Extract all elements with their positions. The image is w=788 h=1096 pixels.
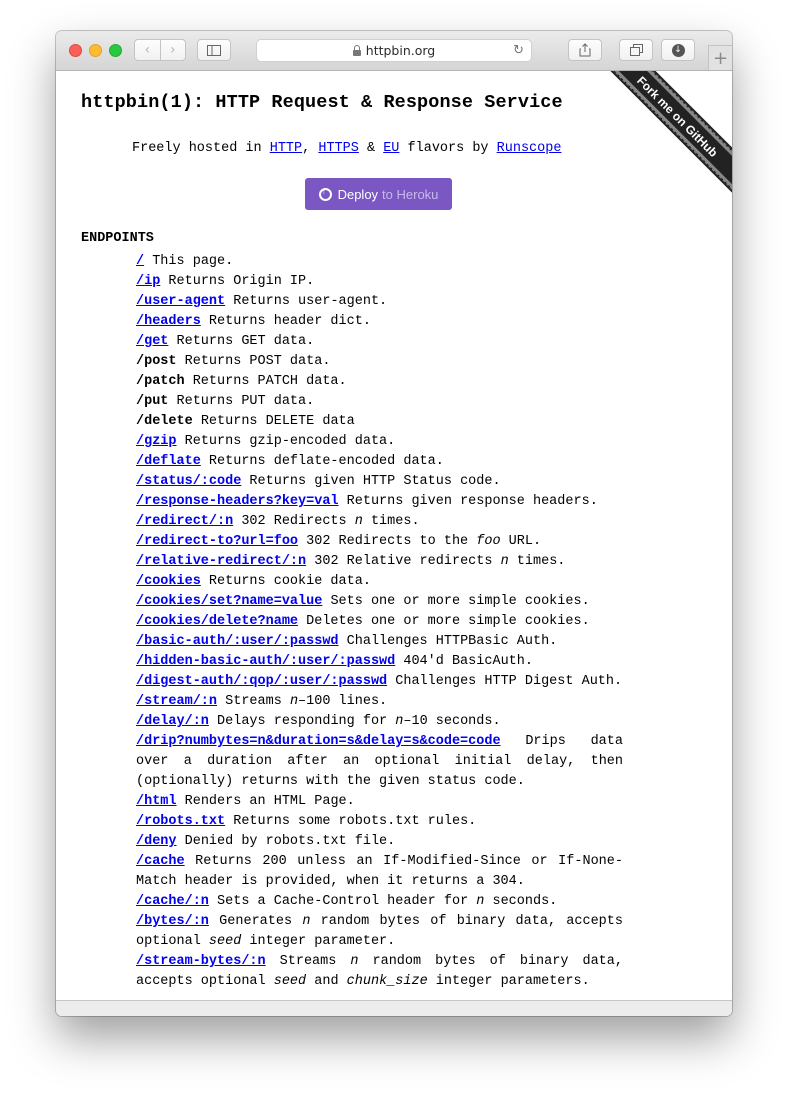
endpoint-item — [136, 432, 623, 452]
minimize-window-button[interactable] — [89, 44, 102, 57]
endpoint-link[interactable]: /digest-auth/:qop/:user/:passwd — [136, 674, 388, 689]
endpoint-description: Returns 200 unless an If-Modified-Since or If-None-Match header is provided, when it returns a 304. — [136, 854, 623, 889]
status-bar — [56, 1000, 732, 1016]
reload-icon[interactable]: ↻ — [513, 43, 524, 58]
endpoint-link[interactable]: /stream/:n — [136, 694, 218, 709]
deploy-to-heroku-button[interactable] — [305, 178, 452, 210]
endpoint-item — [136, 392, 623, 412]
endpoint-link[interactable]: /user-agent — [136, 294, 226, 309]
endpoint-description: Renders an HTML Page. — [176, 794, 355, 809]
https-link[interactable]: HTTPS — [318, 141, 359, 156]
endpoint-link[interactable]: /response-headers?key=val — [136, 494, 339, 509]
endpoint-description: Sets one or more simple cookies. — [322, 594, 590, 609]
title-bar — [56, 31, 732, 71]
endpoint-item — [136, 852, 623, 892]
tabs-icon — [630, 44, 643, 56]
runscope-link[interactable]: Runscope — [496, 141, 562, 156]
share-button[interactable] — [568, 39, 602, 61]
endpoint-link[interactable]: /headers — [136, 314, 201, 329]
nav-buttons — [134, 39, 186, 61]
new-tab-button[interactable] — [708, 45, 732, 70]
download-icon: ↓ — [672, 44, 685, 57]
endpoint-link[interactable]: /cookies/set?name=value — [136, 594, 323, 609]
endpoint-item — [136, 252, 623, 272]
browser-window — [56, 31, 732, 1016]
endpoint-item — [136, 832, 623, 852]
endpoint-description: Returns cookie data. — [200, 574, 371, 589]
endpoint-item — [136, 512, 623, 532]
endpoint-description: Returns POST data. — [176, 354, 331, 369]
sidebar-icon — [207, 45, 221, 56]
endpoint-item — [136, 592, 623, 612]
endpoint-link[interactable]: /redirect/:n — [136, 514, 234, 529]
endpoints-list — [136, 252, 623, 992]
deploy-sub-label: to Heroku — [382, 186, 439, 202]
plus-icon: + — [712, 47, 729, 69]
endpoint-item — [136, 492, 623, 512]
endpoint-description: Returns PUT data. — [168, 394, 315, 409]
endpoint-description: This page. — [144, 254, 234, 269]
endpoint-item — [136, 712, 623, 732]
endpoint-link[interactable]: /drip?numbytes=n&duration=s&delay=s&code=code — [136, 734, 501, 749]
zoom-window-button[interactable] — [109, 44, 122, 57]
endpoint-description: Streams n–100 lines. — [217, 694, 388, 709]
endpoint-item — [136, 652, 623, 672]
endpoint-item — [136, 892, 623, 912]
hosted-comma: , — [302, 141, 311, 156]
endpoint-item — [136, 792, 623, 812]
endpoint-description: Returns user-agent. — [225, 294, 388, 309]
endpoint-item — [136, 412, 623, 432]
address-bar[interactable] — [256, 39, 532, 62]
back-button[interactable] — [135, 40, 160, 60]
endpoint-item — [136, 332, 623, 352]
endpoint-description: Challenges HTTP Digest Auth. — [387, 674, 623, 689]
endpoint-item — [136, 552, 623, 572]
share-icon — [579, 43, 591, 57]
close-window-button[interactable] — [69, 44, 82, 57]
endpoint-description: Generates n random bytes of binary data, accepts optional seed integer parameter. — [136, 914, 623, 949]
endpoint-description: Delays responding for n–10 seconds. — [208, 714, 501, 729]
endpoint-description: Returns DELETE data — [192, 414, 355, 429]
heroku-upload-icon — [319, 188, 332, 201]
forward-button[interactable] — [161, 40, 186, 60]
endpoint-link[interactable]: /deflate — [136, 454, 201, 469]
page-title: httpbin(1): HTTP Request & Response Service — [81, 92, 563, 113]
endpoints-heading: ENDPOINTS — [81, 231, 154, 246]
endpoint-description: Returns deflate-encoded data. — [200, 454, 444, 469]
endpoint-item — [136, 472, 623, 492]
endpoint-description: Returns header dict. — [200, 314, 371, 329]
endpoint-item — [136, 292, 623, 312]
hosted-ampersand: & — [366, 141, 376, 156]
endpoint-link[interactable]: /bytes/:n — [136, 914, 209, 929]
endpoint-link[interactable]: /cache/:n — [136, 894, 209, 909]
endpoint-item — [136, 912, 623, 952]
endpoint-item — [136, 532, 623, 552]
endpoint-description: Challenges HTTPBasic Auth. — [338, 634, 558, 649]
endpoint-description: Returns Origin IP. — [160, 274, 315, 289]
endpoint-link[interactable]: /cookies/delete?name — [136, 614, 299, 629]
lock-icon — [353, 50, 361, 56]
endpoint-description: Returns gzip-encoded data. — [176, 434, 396, 449]
deploy-label: Deploy — [337, 186, 379, 202]
endpoint-description: Streams n random bytes of binary data, accepts optional seed and chunk_size integer parameters. — [136, 954, 623, 989]
endpoint-item — [136, 672, 623, 692]
endpoint-link[interactable]: /deny — [136, 834, 177, 849]
endpoint-item — [136, 372, 623, 392]
page-content — [56, 71, 732, 1000]
endpoint-description: Returns given HTTP Status code. — [241, 474, 501, 489]
endpoint-item — [136, 452, 623, 472]
show-tabs-button[interactable] — [619, 39, 653, 61]
endpoint-item — [136, 952, 623, 992]
endpoint-description: Denied by robots.txt file. — [176, 834, 396, 849]
endpoint-link[interactable]: /robots.txt — [136, 814, 226, 829]
endpoint-link[interactable]: /html — [136, 794, 177, 809]
endpoint-item — [136, 732, 623, 792]
endpoint-link[interactable]: /basic-auth/:user/:passwd — [136, 634, 339, 649]
hosted-line — [132, 141, 561, 156]
sidebar-toggle-button[interactable] — [197, 39, 231, 61]
endpoint-path: /patch — [136, 374, 185, 389]
hosted-suffix: flavors by — [407, 141, 489, 156]
endpoint-item — [136, 612, 623, 632]
endpoint-item — [136, 312, 623, 332]
endpoint-path: /put — [136, 394, 169, 409]
endpoint-item — [136, 572, 623, 592]
endpoint-link[interactable]: /stream-bytes/:n — [136, 954, 266, 969]
endpoint-path: /delete — [136, 414, 193, 429]
endpoint-item — [136, 812, 623, 832]
endpoint-description: 302 Redirects n times. — [233, 514, 420, 529]
endpoint-description: Returns PATCH data. — [184, 374, 347, 389]
endpoint-link[interactable]: /hidden-basic-auth/:user/:passwd — [136, 654, 396, 669]
endpoint-description: Drips data over a duration after an optional initial delay, then (optionally) returns with the given status code. — [136, 734, 623, 789]
endpoint-link[interactable]: /ip — [136, 274, 161, 289]
endpoint-item — [136, 632, 623, 652]
endpoint-description: Sets a Cache-Control header for n seconds. — [208, 894, 558, 909]
endpoint-item — [136, 352, 623, 372]
hosted-prefix: Freely hosted in — [132, 141, 262, 156]
endpoint-description: Deletes one or more simple cookies. — [298, 614, 590, 629]
endpoint-link[interactable]: /get — [136, 334, 169, 349]
endpoint-link[interactable]: /cache — [136, 854, 185, 869]
endpoint-description: Returns GET data. — [168, 334, 315, 349]
endpoint-description: 302 Redirects to the foo URL. — [298, 534, 542, 549]
endpoint-link[interactable]: / — [136, 254, 145, 269]
endpoint-link[interactable]: /status/:code — [136, 474, 242, 489]
url-text: httpbin.org — [365, 43, 436, 58]
endpoint-description: Returns some robots.txt rules. — [225, 814, 477, 829]
endpoint-item — [136, 692, 623, 712]
chevron-left-icon: ‹ — [144, 42, 151, 58]
endpoint-path: /post — [136, 354, 177, 369]
endpoint-link[interactable]: /gzip — [136, 434, 177, 449]
endpoint-link[interactable]: /redirect-to?url=foo — [136, 534, 299, 549]
eu-link[interactable]: EU — [383, 141, 400, 156]
endpoint-link[interactable]: /cookies — [136, 574, 201, 589]
fork-on-github-ribbon[interactable]: Fork me on GitHub — [597, 71, 732, 197]
endpoint-link[interactable]: /relative-redirect/:n — [136, 554, 307, 569]
chevron-right-icon: › — [169, 42, 176, 58]
downloads-button[interactable] — [661, 39, 695, 61]
endpoint-description: Returns given response headers. — [338, 494, 598, 509]
endpoint-description: 404'd BasicAuth. — [395, 654, 533, 669]
endpoint-link[interactable]: /delay/:n — [136, 714, 209, 729]
endpoint-item — [136, 272, 623, 292]
http-link[interactable]: HTTP — [269, 141, 303, 156]
endpoint-description: 302 Relative redirects n times. — [306, 554, 566, 569]
